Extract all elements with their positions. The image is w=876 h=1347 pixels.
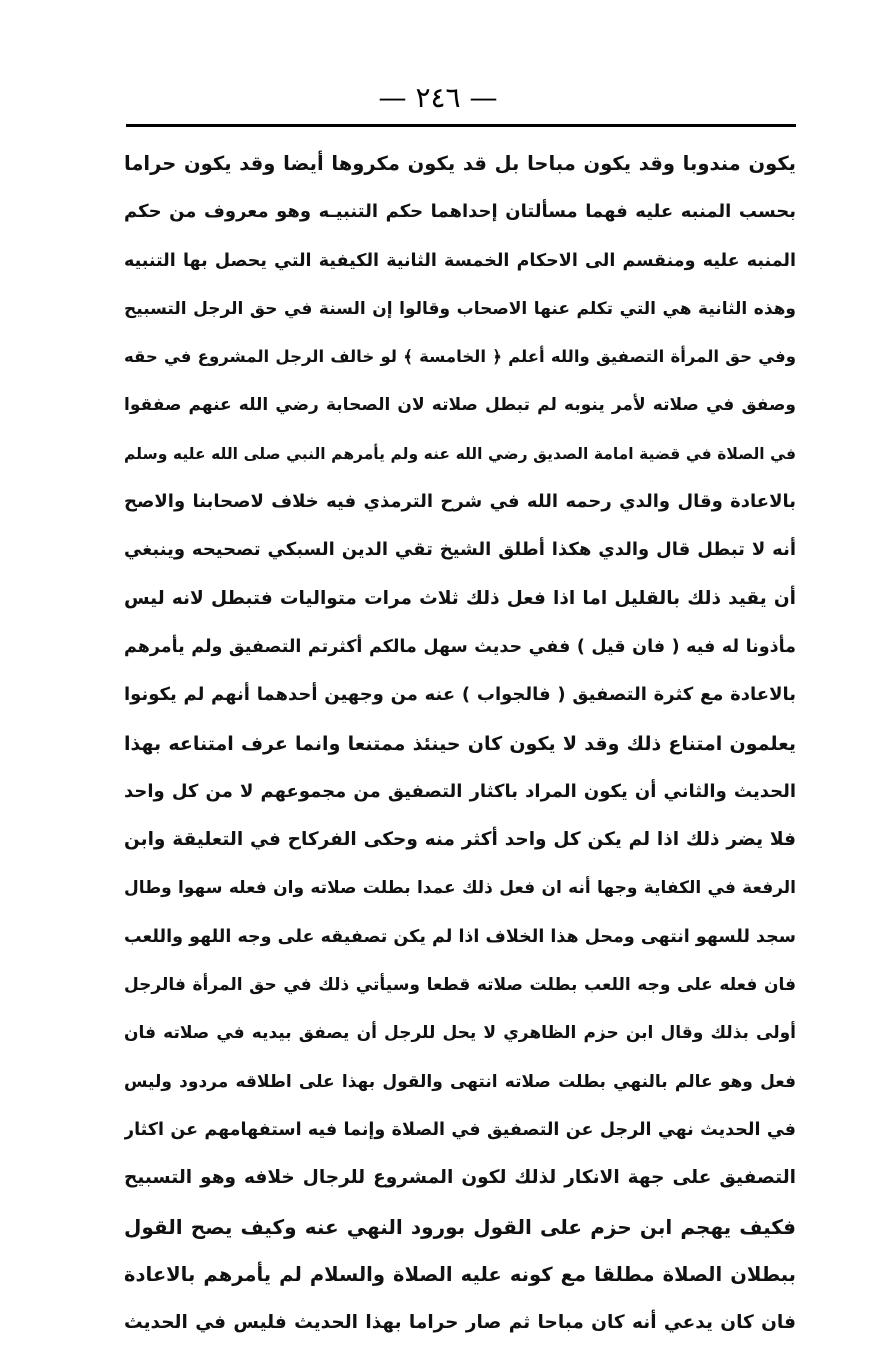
text-line: مأذونا له فيه ( فان قيل ) ففي حديث سهل مالكم أكثرتم التصفيق ولم يأمرهم: [124, 636, 796, 657]
header-divider: [126, 124, 796, 127]
text-line: وفي حق المرأة التصفيق والله أعلم ﴿ الخامسة ﴾ لو خالف الرجل المشروع في حقه: [124, 347, 796, 367]
text-line: الرفعة في الكفاية وجها أنه ان فعل ذلك عمدا بطلت صلاته وان فعله سهوا وطال: [124, 878, 796, 899]
text-line: بالاعادة وقال والدي رحمه الله في شرح الترمذي فيه خلاف لاصحابنا والاصح: [124, 491, 796, 513]
text-line: فعل وهو عالم بالنهي بطلت صلاته انتهى والقول بهذا على اطلاقه مردود وليس: [124, 1071, 796, 1092]
text-line: فكيف يهجم ابن حزم على القول بورود النهي عنه وكيف يصح القول: [124, 1214, 796, 1239]
text-line: وصفق في صلاته لأمر ينوبه لم تبطل صلاته لان الصحابة رضي الله عنهم صفقوا: [124, 395, 796, 416]
text-line: بحسب المنبه عليه فهما مسألتان إحداهما حكم التنبيـه وهو معروف من حكم: [124, 201, 796, 223]
text-line: في الحديث نهي الرجل عن التصفيق في الصلاة وإنما فيه استفهامهم عن اكثار: [124, 1119, 796, 1140]
text-line: الحديث والثاني أن يكون المراد باكثار التصفيق من مجموعهم لا من كل واحد: [124, 780, 796, 802]
text-line: فان فعله على وجه اللعب بطلت صلاته قطعا وسيأتي ذلك في حق المرأة فالرجل: [124, 975, 796, 996]
text-line: يكون مندوبا وقد يكون مباحا بل قد يكون مكروها أيضا وقد يكون حراما: [124, 152, 796, 175]
text-line: بالاعادة مع كثرة التصفيق ( فالجواب ) عنه من وجهين أحدهما أنهم لم يكونوا: [124, 684, 796, 706]
body-text: [124, 140, 796, 1347]
text-line: المنبه عليه ومنقسم الى الاحكام الخمسة الثانية الكيفية التي يحصل بها التنبيه: [124, 250, 796, 271]
text-line: يعلمون امتناع ذلك وقد لا يكون كان حينئذ ممتنعا وانما عرف امتناعه بهذا: [124, 732, 796, 755]
text-line: أنه لا تبطل قال والدي هكذا أطلق الشيخ تقي الدين السبكي تصحيحه وينبغي: [124, 539, 796, 561]
text-line: أولى بذلك وقال ابن حزم الظاهري لا يحل للرجل أن يصفق بيديه في صلاته فان: [124, 1023, 796, 1044]
text-line: فلا يضر ذلك اذا لم يكن كل واحد أكثر منه وحكى الفركاح في التعليقة وابن: [124, 829, 796, 851]
page-number: — ٢٤٦ —: [378, 81, 498, 114]
text-line: ببطلان الصلاة مطلقا مع كونه عليه الصلاة والسلام لم يأمرهم بالاعادة: [124, 1262, 796, 1286]
text-line: التصفيق على جهة الانكار لذلك لكون المشروع للرجال خلافه وهو التسبيح: [124, 1167, 796, 1189]
text-line: في الصلاة في قضية امامة الصديق رضي الله عنه ولم يأمرهم النبي صلى الله عليه وسلم: [124, 444, 796, 463]
text-line: سجد للسهو انتهى ومحل هذا الخلاف اذا لم يكن تصفيقه على وجه اللهو واللعب: [124, 926, 796, 947]
text-line: وهذه الثانية هي التي تكلم عنها الاصحاب وقالوا إن السنة في حق الرجل التسبيح: [124, 298, 796, 319]
text-line: فان كان يدعي أنه كان مباحا ثم صار حراما بهذا الحديث فليس في الحديث: [124, 1312, 796, 1334]
text-line: أن يقيد ذلك بالقليل اما اذا فعل ذلك ثلاث مرات متواليات فتبطل لانه ليس: [124, 587, 796, 609]
